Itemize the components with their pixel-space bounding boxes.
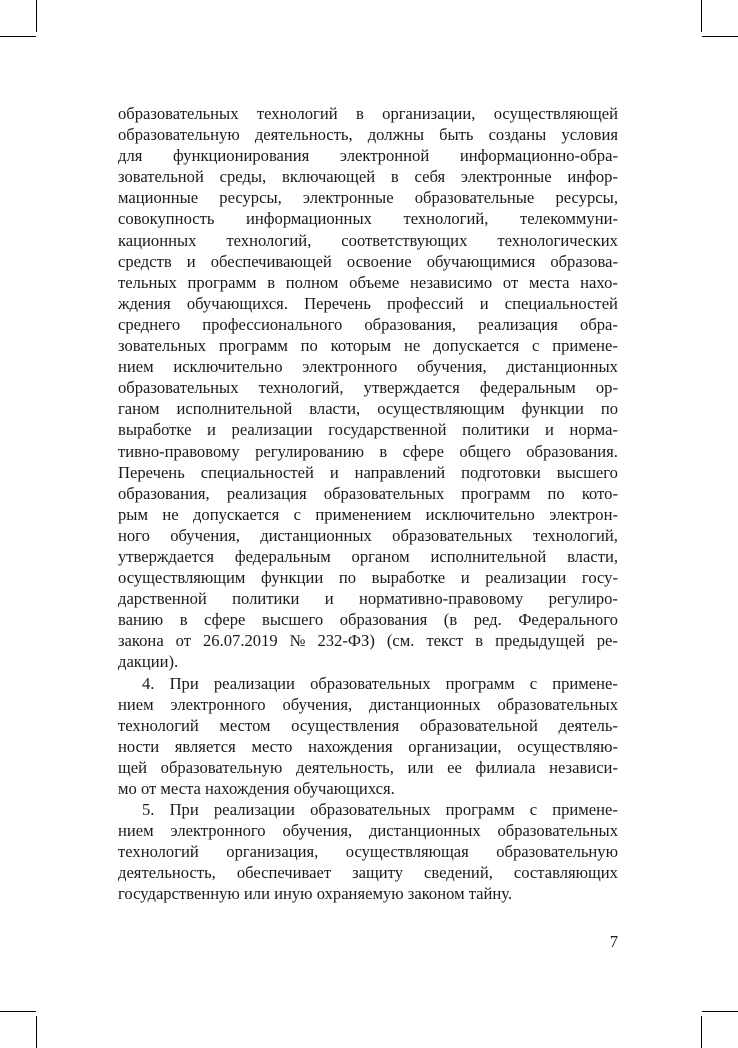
word: электронного	[170, 694, 266, 714]
word: реализации	[213, 673, 295, 693]
word: образовательных	[118, 378, 239, 398]
word: ресурсы,	[219, 188, 282, 208]
text-line	[118, 377, 618, 398]
word: осуществляющая	[345, 842, 469, 862]
text-line	[118, 398, 618, 419]
word: образовательных	[310, 673, 431, 693]
word: осуществляющей	[493, 104, 618, 123]
word: образовательную	[160, 757, 283, 777]
word: условия	[561, 125, 618, 145]
word: и	[544, 420, 554, 440]
word: федеральным	[479, 378, 576, 398]
word: осуществляющим	[377, 399, 505, 419]
word: норма-	[569, 420, 618, 440]
word: предыдущей	[495, 631, 585, 651]
word: профессионального	[202, 314, 343, 334]
word: программ	[445, 800, 515, 820]
word: инфор-	[567, 167, 618, 187]
text-line	[118, 841, 618, 862]
word: нормативно-правовому	[358, 589, 524, 609]
word: электронного	[170, 821, 266, 841]
text-line	[118, 567, 618, 588]
text-line	[118, 757, 618, 778]
word: 5.	[142, 800, 155, 820]
word: щей	[118, 757, 148, 777]
word: федеральным	[234, 546, 331, 566]
word: в	[390, 167, 399, 187]
word: нахо-	[580, 272, 618, 292]
word: осуществляющим	[118, 568, 246, 588]
text-line	[118, 820, 618, 841]
word: деятельность,	[254, 125, 353, 145]
word: власти,	[567, 546, 618, 566]
word: реализация	[226, 483, 307, 503]
word: по	[547, 483, 565, 503]
word: или	[407, 757, 434, 777]
text-line	[118, 103, 618, 124]
text-line	[118, 208, 618, 229]
word: утверждается	[363, 378, 460, 398]
word: реализации	[231, 420, 313, 440]
text-line	[118, 588, 618, 609]
word: технологий,	[226, 230, 312, 250]
text-line	[118, 124, 618, 145]
word: При	[169, 673, 199, 693]
word: тельных	[118, 272, 177, 292]
word: образовательных	[310, 800, 431, 820]
word: высшего	[556, 462, 618, 482]
word: технологий,	[403, 209, 489, 229]
word: примене-	[552, 673, 618, 693]
word: ред.	[473, 610, 502, 630]
word: обучения,	[282, 821, 353, 841]
text-line	[118, 525, 618, 546]
word: в	[379, 441, 388, 461]
text-line	[118, 251, 618, 272]
word: электронные	[302, 188, 394, 208]
word: средств	[118, 251, 172, 271]
word: профессий	[387, 293, 464, 313]
word: нием	[118, 821, 154, 841]
word: обеспечивает	[236, 863, 332, 883]
word: ждения	[118, 293, 171, 313]
word: организации,	[408, 736, 502, 756]
word: общего	[459, 441, 511, 461]
word: закона	[118, 631, 164, 651]
word: специальностей	[504, 293, 618, 313]
word: направлений	[354, 462, 446, 482]
word: программ	[218, 336, 288, 356]
word: является	[174, 736, 236, 756]
word: реализация	[478, 314, 558, 334]
word: и	[329, 462, 339, 482]
text-line	[118, 314, 618, 335]
word: образовательных	[323, 483, 445, 503]
word: (в	[443, 610, 458, 630]
word: исполнительной	[430, 546, 547, 566]
word: ванию	[118, 610, 164, 630]
text-line	[118, 145, 618, 166]
word: осуществления	[291, 715, 400, 735]
word: образовательных	[392, 525, 513, 545]
word: соответствующих	[341, 230, 468, 250]
word: сфере	[204, 610, 246, 630]
word: осуществляю-	[517, 736, 618, 756]
text-line	[118, 715, 618, 736]
word: исключительно	[173, 357, 283, 377]
word: и	[207, 420, 216, 440]
text-line	[118, 609, 618, 630]
text-line	[118, 630, 618, 651]
word: организации,	[382, 104, 476, 123]
word: в	[179, 610, 188, 630]
text-line	[118, 483, 618, 504]
word: текст	[426, 631, 464, 651]
word: программ	[445, 673, 515, 693]
word: филиала	[475, 757, 536, 777]
word: в	[355, 104, 364, 123]
word: ганом	[118, 399, 160, 419]
word: тивно-правовому	[118, 441, 240, 461]
text-line	[118, 419, 618, 440]
text-line	[118, 862, 618, 883]
word: №	[289, 631, 306, 651]
word: обра-	[580, 314, 618, 334]
word: допускается	[432, 336, 520, 356]
word: не	[403, 336, 421, 356]
text-line	[118, 799, 618, 820]
word: кото-	[581, 483, 618, 503]
word: с	[293, 504, 302, 524]
word: исполнительной	[176, 399, 293, 419]
word: для	[118, 146, 143, 166]
word: технологий,	[258, 378, 344, 398]
word: образовательных	[497, 694, 618, 714]
word: электрон-	[549, 504, 618, 524]
word: с	[529, 800, 538, 820]
word: выработке	[118, 420, 192, 440]
word: утверждается	[118, 546, 215, 566]
word: нием	[118, 694, 154, 714]
crop-mark-top-right	[701, 0, 702, 32]
word: независимо	[410, 272, 493, 292]
word: специальностей	[200, 462, 314, 482]
word: среды,	[219, 167, 267, 187]
word: обучения,	[170, 525, 240, 545]
text-line	[118, 673, 618, 694]
word: ности	[118, 736, 160, 756]
word: нахождения	[308, 736, 393, 756]
word: независи-	[549, 757, 618, 777]
word: функционирования	[172, 146, 310, 166]
word: кационных	[118, 230, 197, 250]
crop-mark-bottom-right-h	[702, 1011, 738, 1012]
word: нием	[118, 357, 154, 377]
word: реализации	[485, 568, 567, 588]
word: образования	[339, 610, 428, 630]
word: и	[479, 293, 489, 313]
word: место	[251, 736, 293, 756]
word: 26.07.2019	[203, 631, 278, 651]
word: ор-	[595, 378, 618, 398]
word: дарственной	[118, 589, 207, 609]
word: рым	[118, 504, 148, 524]
word: которым	[330, 336, 392, 356]
text-line	[118, 651, 618, 672]
word: технологий	[256, 104, 338, 123]
word: обеспечивающей	[210, 251, 332, 271]
word: Федерального	[518, 610, 618, 630]
word: информационных	[246, 209, 372, 229]
word: электронной	[339, 146, 430, 166]
word: Перечень	[118, 462, 185, 482]
text-line	[118, 335, 618, 356]
text-line	[118, 356, 618, 377]
word: функции	[521, 399, 584, 419]
word: программ	[461, 483, 531, 503]
word: Перечень	[304, 293, 371, 313]
word: ного	[118, 525, 150, 545]
word: по	[600, 399, 618, 419]
text-line	[118, 504, 618, 525]
word: власти,	[309, 399, 361, 419]
word: освоение	[346, 251, 412, 271]
word: образования,	[118, 483, 210, 503]
word: сведений,	[424, 863, 493, 883]
word: высшего	[261, 610, 324, 630]
word: обучения,	[282, 694, 353, 714]
word: деятель-	[558, 715, 618, 735]
text-line	[118, 230, 618, 251]
word: среднего	[118, 314, 181, 334]
word: в	[475, 631, 484, 651]
word: политики	[462, 420, 530, 440]
word: быть	[439, 125, 474, 145]
word: от	[502, 272, 519, 292]
text-line	[118, 778, 618, 799]
word: обучения,	[417, 357, 487, 377]
word: ресурсы,	[555, 188, 618, 208]
text-line	[118, 736, 618, 757]
word: деятельность,	[118, 863, 216, 883]
page-number: 7	[609, 932, 618, 951]
word: государственной	[328, 420, 447, 440]
word: зовательных	[118, 336, 207, 356]
word: в	[267, 272, 276, 292]
word: регулиро-	[548, 589, 618, 609]
word: функции	[261, 568, 324, 588]
word: образовательную	[496, 842, 618, 862]
word: электронные	[460, 167, 552, 187]
word: сфере	[402, 441, 444, 461]
word: образования,	[364, 314, 457, 334]
word: места	[528, 272, 570, 292]
word: по	[300, 336, 318, 356]
word: образова-	[550, 251, 618, 271]
crop-mark-bottom-left	[36, 1016, 37, 1048]
word: технологий	[118, 842, 199, 862]
word: от	[175, 631, 192, 651]
word: не	[162, 504, 179, 524]
text-line	[118, 187, 618, 208]
word: дистанционных	[260, 525, 372, 545]
crop-mark-top-right-h	[702, 36, 738, 37]
word: регулированию	[255, 441, 365, 461]
word: примене-	[552, 336, 618, 356]
word: полном	[285, 272, 339, 292]
word: электронного	[302, 357, 398, 377]
word: технологий	[118, 715, 199, 735]
word: 232-ФЗ)	[317, 631, 375, 651]
word: телекоммуни-	[519, 209, 618, 229]
text-line-content: государственную или иную охраняемую законом тайну.	[118, 884, 513, 904]
word: включающей	[282, 167, 376, 187]
word: ре-	[596, 631, 618, 651]
word: с	[532, 336, 540, 356]
crop-mark-top-left-h	[0, 36, 36, 37]
word: должны	[367, 125, 425, 145]
word: организация,	[226, 842, 319, 862]
word: выработке	[371, 568, 446, 588]
word: зовательной	[118, 167, 204, 187]
crop-mark-top-left	[36, 0, 37, 32]
word: органом	[351, 546, 410, 566]
word: дистанционных	[506, 357, 618, 377]
text-line	[118, 272, 618, 293]
crop-mark-bottom-left-h	[0, 1011, 36, 1012]
word: созданы	[488, 125, 547, 145]
word: совокупность	[118, 209, 215, 229]
word: образовательные	[414, 188, 535, 208]
word: образовательной	[419, 715, 538, 735]
word: исключительно	[425, 504, 535, 524]
text-line-content: дакции).	[118, 652, 179, 672]
word: дистанционных	[368, 694, 481, 714]
word: образования.	[526, 441, 618, 461]
word: информационно-обра-	[459, 146, 618, 166]
word: подготовки	[461, 462, 541, 482]
word: политики	[232, 589, 300, 609]
word: При	[169, 800, 199, 820]
word: образовательную	[118, 125, 240, 145]
word: деятельность,	[296, 757, 394, 777]
word: 4.	[142, 673, 155, 693]
word: местом	[219, 715, 271, 735]
word: госу-	[581, 568, 618, 588]
crop-mark-bottom-right	[701, 1016, 702, 1048]
word: и	[186, 251, 196, 271]
word: реализации	[213, 800, 295, 820]
word: мационные	[118, 188, 199, 208]
word: ее	[447, 757, 462, 777]
word: по	[338, 568, 357, 588]
word: дистанционных	[368, 821, 481, 841]
text-line	[118, 546, 618, 567]
word: допускается	[192, 504, 280, 524]
text-line	[118, 883, 618, 904]
word: и	[324, 589, 334, 609]
word: образовательных	[497, 821, 618, 841]
word: примене-	[552, 800, 618, 820]
text-line	[118, 293, 618, 314]
body-text	[118, 103, 618, 905]
word: (см.	[386, 631, 415, 651]
word: объеме	[349, 272, 400, 292]
word: защиту	[352, 863, 404, 883]
word: применением	[315, 504, 412, 524]
text-line-content: мо от места нахождения обучающихся.	[118, 779, 395, 798]
word: программ	[187, 272, 257, 292]
word: и	[460, 568, 470, 588]
text-line	[118, 166, 618, 187]
word: технологий,	[533, 525, 618, 545]
word: с	[529, 673, 538, 693]
word: себя	[414, 167, 446, 187]
word: обучающихся.	[186, 293, 288, 313]
text-line	[118, 441, 618, 462]
word: технологических	[497, 230, 618, 250]
word: образовательных	[118, 104, 239, 123]
text-line	[118, 694, 618, 715]
word: составляющих	[513, 863, 618, 883]
word: обучающимися	[426, 251, 536, 271]
text-line	[118, 462, 618, 483]
